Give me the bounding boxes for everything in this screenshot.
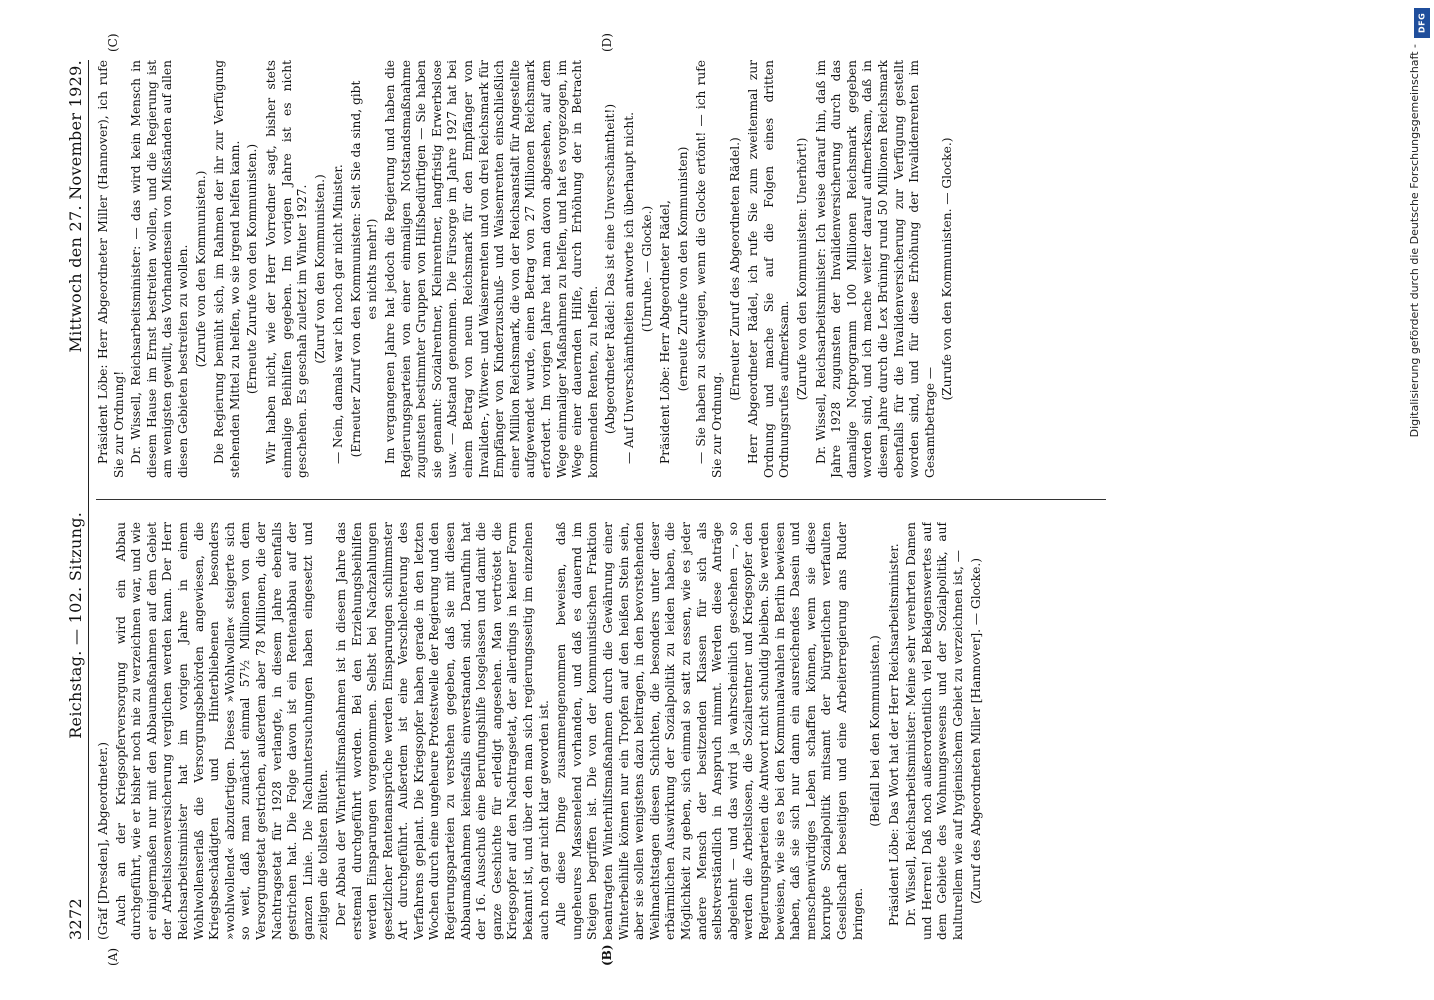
funding-watermark bbox=[1408, 44, 1428, 604]
interjection: (Erneuter Zuruf des Abgeordneten Rädel.) bbox=[727, 137, 742, 401]
margin-mark-c: (C) bbox=[106, 33, 120, 52]
speaker-paragraph: Dr. Wissell, Reichsarbeitsminister: Ich weise darauf hin, daß im Jahre 1928 zugunsten der Invalidenversicherung durch das damalige Notprogramm 100 Millionen Reichsmark gegeben worden sind, und ich mache weiter darauf aufmerksam, daß in diesem Jahre durch die Lex Brüning rund 50 Millionen Reichsmark ebenfalls für die Invalidenversicherung zur Verfügung gestellt worden sind, und für diese Erhöhung der Invalidenrenten im Gesamtbetrage — bbox=[813, 60, 937, 478]
column-divider bbox=[96, 499, 1106, 500]
paragraph: Im vergangenen Jahre hat jedoch die Regierung und haben die Regierungsparteien von einer einmaligen Notstandsmaßnahme zugunsten bestimmter Gruppen von Hilfsbedürftigen — Sie haben sie genannt: Sozialrentner, Kleinrentner, langfristig Erwerbslose usw. — Abstand genommen. Die Fürsorge im Jahre 1927 hat bei einem Betrag von neun Reichsmark für den Empfänger von Invaliden-, Witwen- und Waisenrenten und von drei Reichsmark für Empfänger von Kinderzuschuß- und Waisenrenten einschließlich einer Million Reichsmark, die von der Reichsanstalt für Angestellte aufgewendet wurde, einen Betrag von 27 Millionen Reichsmark erfordert. Im vorigen Jahre hat man davon abgesehen, auf dem Wege einmaliger Maßnahmen zu helfen, und hat es vorgezogen, im Wege einer dauernden Hilfe, durch Erhöhung der in Betracht kommenden Renten, zu helfen. bbox=[383, 60, 600, 478]
paragraph: Der Abbau der Winterhilfsmaßnahmen ist in diesem Jahre das erstemal durchgeführt worden. Bei den Erziehungsbeihilfen werden Einsparungen vorgenommen. Selbst bei Nachzahlungen gesetzlicher Rentenansprüche werden Einsparungen schlimmster Art durchgeführt. Außerdem ist eine Verschlechterung des Verfahrens geplant. Die Kriegsopfer haben gerade in den letzten Wochen durch eine ungeheure Protestwelle der Regierung und den Regierungsparteien zu verstehen gegeben, daß sie mit diesen Abbaumaßnahmen keinesfalls einverstanden sind. Daraufhin hat der 16. Ausschuß eine Berufungshilfe losgelassen und damit die ganze Geschichte für erledigt angesehen. Man vertröstet die Kriegsopfer auf den Nachtragsetat, der allerdings in keiner Form bekannt ist, und über den man sich regierungsseitig im einzelnen auch noch gar nicht klar geworden ist. bbox=[333, 522, 551, 940]
interjection: (Zurufe von den Kommunisten. — Glocke.) bbox=[940, 137, 955, 401]
paragraph: Herr Abgeordneter Rädel, ich rufe Sie zum zweitenmal zur Ordnung und mache Sie auf die Folgen eines dritten Ordnungsrufes aufmerksam. bbox=[746, 60, 792, 478]
speaker-paragraph: Dr. Wissell, Reichsarbeitsminister: — das wird kein Mensch in diesem Hause im Ernst bestreiten wollen, und die Regierung ist am wenigsten gewillt, das Vorhandensein von Mißständen auf allen diesen Gebieten bestreiten zu wollen. bbox=[129, 60, 190, 478]
page-header bbox=[66, 60, 85, 940]
paragraph: — Nein, damals war ich noch gar nicht Minister. bbox=[331, 164, 346, 464]
left-column bbox=[96, 522, 1106, 940]
interjection: (Beifall bei den Kommunisten.) bbox=[868, 635, 883, 827]
interjection: (Zuruf des Abgeordneten Miller [Hannover]. — Glocke.) bbox=[968, 557, 983, 905]
paragraph: — Auf Unverschämtheiten antworte ich überhaupt nicht. bbox=[622, 111, 636, 464]
page-number: 3272 bbox=[66, 898, 85, 940]
paragraph: — Sie haben zu schweigen, wenn die Glocke ertönt! — ich rufe Sie zur Ordnung. bbox=[694, 60, 724, 478]
speaker-paragraph: Präsident Löbe: Das Wort hat der Herr Reichsarbeitsminister. bbox=[886, 543, 901, 926]
interjection: (Abgeordneter Rädel: Das ist eine Unverschämtheit!) bbox=[603, 103, 618, 435]
interjection: (erneute Zurufe von den Kommunisten) bbox=[675, 146, 690, 392]
header-title: Reichstag. — 102. Sitzung. bbox=[66, 511, 85, 739]
interjection: (Unruhe. — Glocke.) bbox=[639, 205, 654, 333]
dfg-logo: DFG bbox=[1414, 8, 1430, 38]
margin-mark-d: (D) bbox=[600, 33, 614, 52]
interjection: (Erneute Zurufe von den Kommunisten.) bbox=[245, 143, 260, 395]
interjection: (Zurufe von den Kommunisten.) bbox=[193, 170, 208, 368]
interjection: (Erneuter Zuruf von den Kommunisten: Seit Sie da sind, gibt es nichts mehr!) bbox=[348, 80, 379, 458]
interjection: (Zurufe von den Kommunisten: Unerhört!) bbox=[794, 137, 809, 401]
interjection: (Zuruf von den Kommunisten.) bbox=[312, 174, 327, 364]
paragraph: Die Regierung bemüht sich, im Rahmen der ihr zur Verfügung stehenden Mittel zu helfen, wo sie irgend helfen kann. bbox=[212, 60, 242, 478]
right-column bbox=[96, 60, 1106, 478]
margin-mark-a: (A) bbox=[106, 947, 120, 966]
speaker-paragraph: Präsident Löbe: Herr Abgeordneter Miller (Hannover), ich rufe Sie zur Ordnung! bbox=[96, 60, 126, 478]
watermark-text: Digitalisierung gefördert durch die Deutsche Forschungsgemeinschaft - bbox=[1408, 44, 1421, 438]
margin-mark-b: (B) bbox=[600, 944, 614, 966]
paragraph: Alle diese Dinge zusammengenommen beweisen, daß ungeheures Massenelend vorhanden, und daß es dauernd im Steigen begriffen ist. Die von der kommunistischen Fraktion beantragten Winterhilfsmaßnahmen durch die Gewährung einer Winterbeihilfe können nur ein Tropfen auf den heißen Stein sein, aber sie sollen wenigstens dazu beitragen, in den bevorstehenden Weihnachtstagen diesen Schichten, die besonders unter dieser erbärmlichen Auswirkung der Sozialpolitik zu leiden haben, die Möglichkeit zu geben, sich einmal so satt zu essen, wie es jeder andere Mensch der besitzenden Klassen für sich als selbstverständlich in Anspruch nimmt. Werden diese Anträge abgelehnt — und das wird ja wahrscheinlich geschehen —, so werden die Arbeitslosen, die Sozialrentner und Kriegsopfer den Regierungsparteien die Antwort nicht schuldig bleiben. Sie werden beweisen, wie sie es bei den Kommunalwahlen in Berlin bewiesen haben, daß sie sich nur dann ein ausreichendes Dasein und menschenwürdiges Leben schaffen können, wenn sie diese korrupte Sozialpolitik mitsamt der bürgerlichen verfaulten Gesellschaft beseitigen und eine Arbeiterregierung ans Ruder bringen. bbox=[554, 522, 865, 940]
speaker-paragraph: Dr. Wissell, Reichsarbeitsminister: Meine sehr verehrten Damen und Herren! Daß noch außerordentlich viel Beklagenswertes auf dem Gebiete des Wohnungswesens und der Sozialpolitik, auf kulturellem wie auf hygienischem Gebiet zu verzeichnen ist, — bbox=[904, 522, 966, 940]
speaker-continuation: (Gräf [Dresden], Abgeordneter.) bbox=[96, 741, 110, 940]
header-rule bbox=[88, 60, 89, 940]
header-date: Mittwoch den 27. November 1929. bbox=[66, 60, 85, 353]
paragraph: Wir haben nicht, wie der Herr Vorredner sagt, bisher stets einmalige Beihilfen gegeben. Im vorigen Jahre ist es nicht geschehen. Es geschah zuletzt im Winter 1927. bbox=[263, 60, 310, 478]
speaker-paragraph: Präsident Löbe: Herr Abgeordneter Rädel, bbox=[658, 200, 673, 464]
paragraph: Auch an der Kriegsopferversorgung wird ein Abbau durchgeführt, wie er bisher noch nie zu verzeichnen war, und wie er einigermaßen nur mit den Abbaumaßnahmen auf dem Gebiet der Arbeitslosenversicherung verglichen werden kann. Der Herr Reichsarbeitsminister hat im vorigen Jahre in einem Wohlwollenserlaß die Versorgungsbehörden angewiesen, die Kriegsbeschädigten und Hinterbliebenen besonders »wohlwollend« abzufertigen. Dieses »Wohlwollen« steigerte sich so weit, daß man zunächst einmal 57½ Millionen von dem Versorgungsetat gestrichen, außerdem aber 78 Millionen, die der Nachtragsetat für 1928 verlangte, in diesem Jahre ebenfalls gestrichen hat. Die Folge davon ist ein Rentenabbau auf der ganzen Linie. Die Nachuntersuchungen haben eingesetzt und zeitigen die tollsten Blüten. bbox=[113, 522, 331, 940]
